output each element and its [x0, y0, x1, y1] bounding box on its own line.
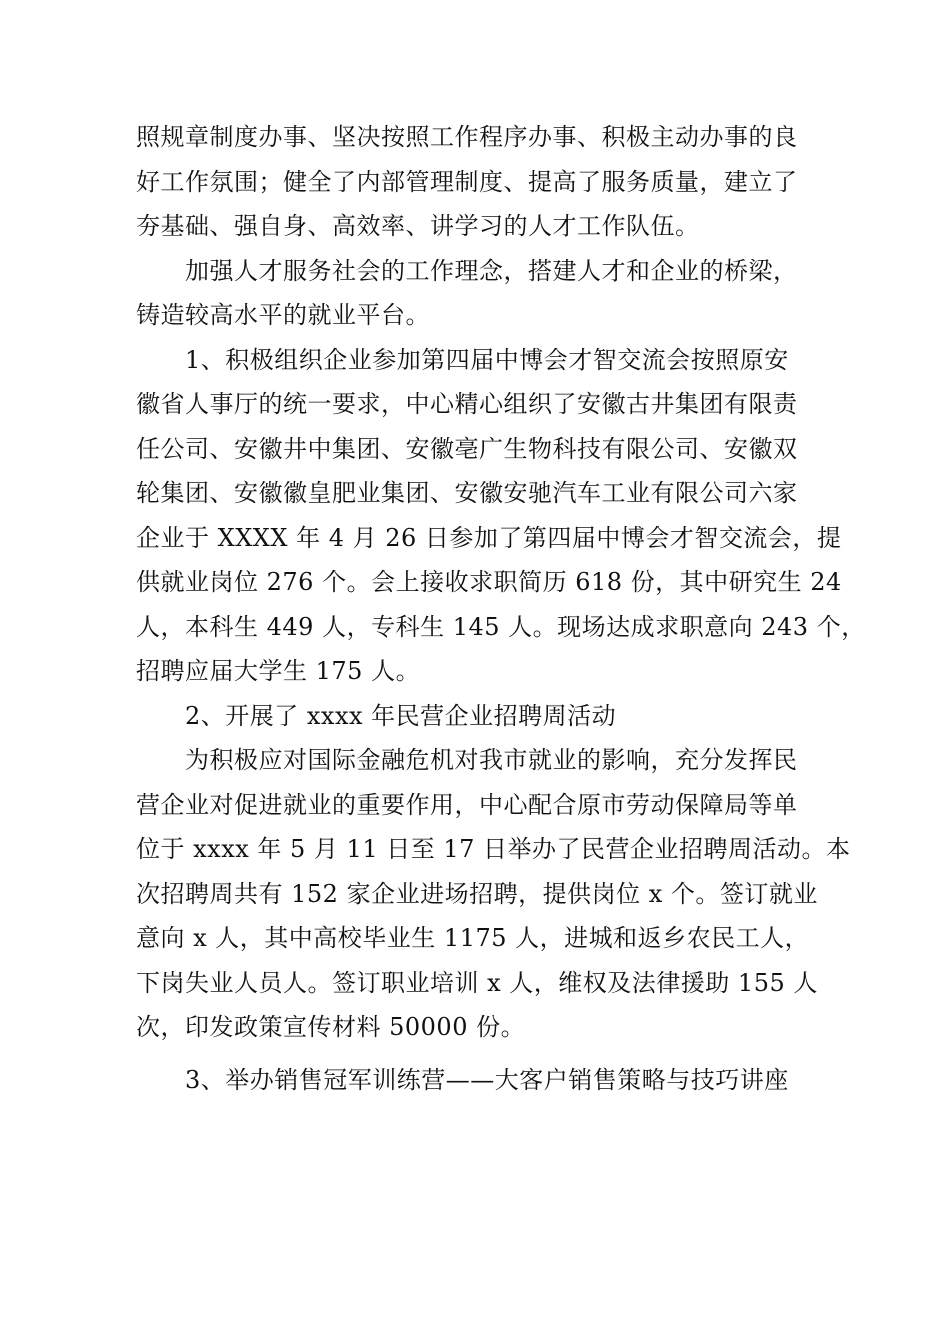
paragraph-line: 营企业对促进就业的重要作用，中心配合原市劳动保障局等单	[136, 790, 798, 819]
section-heading-2: 2、开展了 xxxx 年民营企业招聘周活动	[185, 701, 617, 730]
paragraph-line: 照规章制度办事、坚决按照工作程序办事、积极主动办事的良	[136, 123, 798, 151]
section-heading-1: 1、积极组织企业参加第四届中博会才智交流会按照原安	[185, 345, 789, 374]
paragraph-line: 位于 xxxx 年 5 月 11 日至 17 日举办了民营企业招聘周活动。本	[136, 835, 851, 863]
paragraph-line: 好工作氛围；健全了内部管理制度、提高了服务质量，建立了	[136, 167, 798, 196]
paragraph-line: 招聘应届大学生 175 人。	[136, 657, 421, 685]
paragraph-line: 企业于 XXXX 年 4 月 26 日参加了第四届中博会才智交流会，提	[136, 523, 842, 552]
paragraph-line: 为积极应对国际金融危机对我市就业的影响，充分发挥民	[185, 746, 798, 774]
paragraph-line: 次，印发政策宣传材料 50000 份。	[136, 1013, 526, 1041]
paragraph-line: 任公司、安徽井中集团、安徽亳广生物科技有限公司、安徽双	[136, 434, 798, 463]
paragraph-line: 徽省人事厅的统一要求，中心精心组织了安徽古井集团有限责	[136, 390, 798, 418]
paragraph-line: 下岗失业人员人。签订职业培训 x 人，维权及法律援助 155 人	[136, 968, 818, 997]
paragraph-line: 夯基础、强自身、高效率、讲学习的人才工作队伍。	[136, 212, 700, 240]
paragraph-line: 加强人才服务社会的工作理念，搭建人才和企业的桥梁，	[185, 256, 798, 285]
paragraph-line: 意向 x 人，其中高校毕业生 1175 人，进城和返乡农民工人，	[136, 924, 810, 952]
paragraph-line: 人，本科生 449 人，专科生 145 人。现场达成求职意向 243 个，	[136, 612, 866, 641]
paragraph-line: 供就业岗位 276 个。会上接收求职简历 618 份，其中研究生 24	[136, 568, 842, 596]
document-body	[136, 115, 866, 1102]
section-heading-3: 3、举办销售冠军训练营——大客户销售策略与技巧讲座	[185, 1065, 789, 1094]
paragraph-line: 次招聘周共有 152 家企业进场招聘，提供岗位 x 个。签订就业	[136, 879, 818, 908]
paragraph-line: 铸造较高水平的就业平台。	[136, 301, 430, 329]
paragraph-line: 轮集团、安徽徽皇肥业集团、安徽安驰汽车工业有限公司六家	[136, 479, 798, 507]
